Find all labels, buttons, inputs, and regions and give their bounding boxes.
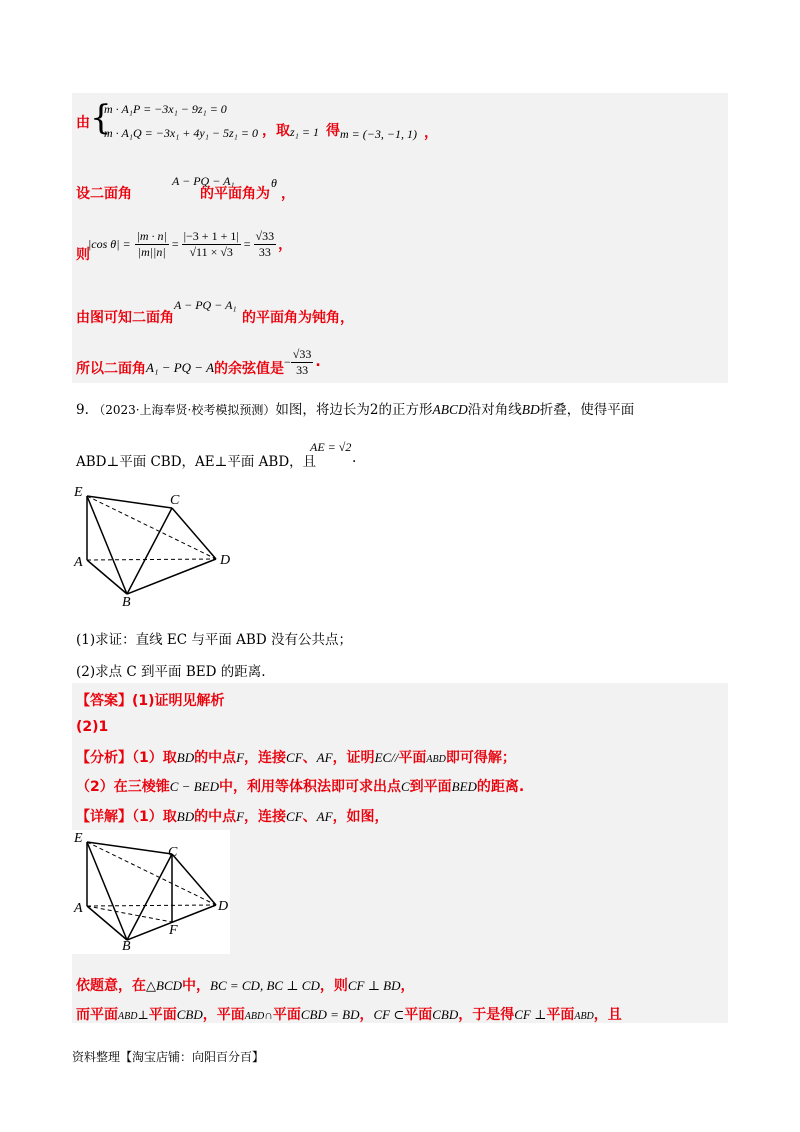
math: ⊥ — [137, 1008, 149, 1022]
m-value: m = (−3, −1, 1) — [340, 127, 417, 141]
text: 沿对角线 — [467, 402, 522, 418]
text: （1）取 — [132, 750, 177, 766]
label-E: E — [74, 485, 83, 500]
take-value: z₁ = 1 — [290, 125, 319, 139]
text: 平面 — [398, 750, 427, 766]
math: ABD — [118, 1011, 138, 1022]
text: 折叠，使得平面 — [539, 402, 635, 418]
text: ，则 — [319, 978, 348, 994]
cos-lhs: |cos θ| = — [88, 236, 131, 251]
text: 的中点 — [194, 809, 237, 825]
label-A: A — [74, 555, 83, 570]
cos-formula — [88, 222, 292, 266]
label-B: B — [122, 939, 131, 954]
text: 的余弦值是 — [214, 361, 284, 377]
detail-label: 【详解】 — [76, 809, 132, 825]
numerator: √33 — [292, 346, 312, 361]
math: CBD = BD — [300, 1007, 360, 1022]
text: 的平面角为 — [200, 186, 270, 202]
numerator: |−3 + 1 + 1| — [183, 228, 239, 243]
equation-1: m · A₁P = −3x₁ − 9z₁ = 0 — [104, 102, 227, 116]
text: 平面 — [272, 1007, 301, 1023]
answer-label: 【答案】 — [76, 693, 132, 709]
text: ，连接 — [244, 809, 287, 825]
math: BD — [176, 809, 195, 824]
text: 中，利用等体积法即可求出点 — [218, 779, 401, 795]
page-footer: 资料整理【淘宝店铺：向阳百分百】 — [72, 1050, 265, 1064]
math: CF — [286, 750, 303, 765]
system-brace: { — [90, 98, 112, 138]
diagonal-name: BD — [521, 402, 540, 417]
text: 平面 — [404, 1007, 433, 1023]
ae-value: AE = √2 — [310, 440, 352, 454]
math: CF ⊥ — [514, 1007, 547, 1022]
denominator: √11 × √3 — [189, 244, 233, 259]
answer-part-1: (1)证明见解析 — [132, 693, 225, 709]
numerator: √33 — [255, 228, 275, 243]
de-text: 得 — [326, 123, 340, 139]
math: F — [236, 750, 245, 765]
fraction-2 — [182, 229, 241, 260]
dihedral-angle: A₁ − PQ − A — [146, 360, 215, 375]
math: ∩ — [264, 1008, 273, 1022]
solution-line-5 — [76, 358, 146, 378]
math: ABD — [574, 1011, 594, 1022]
period: . — [315, 354, 321, 370]
dihedral-angle: A − PQ − A₁ — [172, 174, 235, 188]
math: CF — [286, 809, 303, 824]
fraction — [291, 347, 314, 378]
math: CF ⊂ — [373, 1007, 405, 1022]
fraction-1 — [135, 229, 169, 260]
text: ，连接 — [244, 750, 287, 766]
theta: θ — [271, 176, 277, 190]
math: △BCD — [146, 978, 182, 993]
text: ，且 — [593, 1007, 622, 1023]
text: ABD⊥平面 CBD，AE⊥平面 ABD，且 — [76, 454, 317, 470]
math: CBD — [176, 1007, 203, 1022]
geometry-figure-2 — [72, 830, 242, 956]
problem-statement-line-1 — [76, 398, 634, 418]
text: 设二面角 — [76, 186, 132, 202]
equation-2: m · A₁Q = −3x₁ + 4y₁ − 5z₁ = 0 — [104, 126, 258, 140]
math: BC = CD, BC ⊥ CD — [210, 978, 320, 993]
text: 、 — [302, 809, 317, 825]
label-F: F — [169, 923, 178, 938]
analysis-label: 【分析】 — [76, 750, 132, 766]
denominator: 33 — [296, 362, 309, 377]
period: . — [352, 450, 357, 466]
text: 平面 — [148, 1007, 177, 1023]
comma: ， — [424, 125, 438, 141]
problem-source: （2023·上海奉贤·校考模拟预测） — [93, 403, 276, 417]
math: BED — [451, 779, 477, 794]
denominator: 33 — [258, 244, 271, 259]
text: 中， — [182, 978, 210, 994]
math: F — [236, 809, 245, 824]
text: 所以二面角 — [76, 361, 146, 377]
dihedral-angle: A − PQ − A₁ — [174, 298, 237, 312]
text: 依题意，在 — [76, 978, 146, 994]
equals: = — [243, 236, 251, 251]
solution-line-1 — [76, 112, 90, 132]
label-B: B — [122, 595, 131, 610]
text: 由 — [76, 115, 90, 131]
cos-value — [284, 342, 321, 382]
detail-line-1 — [76, 806, 389, 826]
square-name: ABCD — [432, 402, 468, 417]
text: ，于是得 — [458, 1007, 515, 1023]
text: 如图，将边长为2的正方形 — [275, 402, 433, 418]
fraction-3 — [254, 229, 277, 260]
text: 、 — [302, 750, 317, 766]
label-C: C — [170, 493, 180, 508]
answer-line — [76, 690, 225, 710]
comma: ， — [281, 186, 295, 202]
text: 的平面角为钝角， — [242, 310, 354, 326]
numerator: |m · n| — [136, 228, 167, 243]
question-2: (2)求点 C 到平面 BED 的距离. — [76, 664, 266, 680]
problem-number: 9. — [76, 402, 89, 418]
denominator: |m||n| — [137, 244, 166, 259]
text: ，如图， — [332, 809, 389, 825]
label-D: D — [220, 553, 231, 568]
solution-line-4 — [76, 307, 174, 327]
analysis-line-2 — [76, 776, 524, 796]
take-text: ，取 — [262, 123, 290, 139]
math: AF — [316, 809, 333, 824]
label-D: D — [218, 899, 229, 914]
math: C − BED — [169, 779, 219, 794]
text: 平面 — [546, 1007, 575, 1023]
detail-line-3 — [76, 1004, 622, 1024]
text: ， — [400, 978, 415, 994]
label-E: E — [74, 831, 83, 846]
comma: ， — [278, 237, 293, 253]
label-A: A — [74, 901, 83, 916]
detail-line-2 — [76, 975, 415, 995]
math: C — [400, 779, 410, 794]
equals: = — [171, 236, 179, 251]
minus-sign: − — [284, 354, 291, 369]
label-C: C — [168, 845, 178, 860]
math: EC// — [374, 750, 399, 765]
text: ， — [359, 1007, 374, 1023]
solution-line-2 — [76, 183, 132, 203]
math: BD — [176, 750, 195, 765]
text: 到平面 — [409, 779, 452, 795]
text: 则 — [76, 247, 90, 263]
question-1: (1)求证：直线 EC 与平面 ABD 没有公共点； — [76, 632, 352, 648]
math: AF — [316, 750, 333, 765]
answer-part-2: (2)1 — [76, 719, 109, 735]
text: 的中点 — [194, 750, 237, 766]
math: CBD — [432, 1007, 459, 1022]
text: （1）取 — [132, 809, 177, 825]
text: 由图可知二面角 — [76, 310, 174, 326]
text: ，平面 — [202, 1007, 245, 1023]
analysis-line-1 — [76, 747, 516, 767]
math: CF ⊥ BD — [347, 978, 401, 993]
math: ABD — [426, 754, 446, 765]
math: ABD — [244, 1011, 265, 1022]
problem-statement-line-2 — [76, 450, 316, 470]
text: 而平面 — [76, 1007, 118, 1023]
text: （2）在三棱锥 — [76, 779, 170, 795]
geometry-figure-1 — [72, 484, 242, 610]
text: ，证明 — [332, 750, 375, 766]
text: 即可得解； — [445, 750, 516, 766]
text: 的距离. — [476, 779, 525, 795]
